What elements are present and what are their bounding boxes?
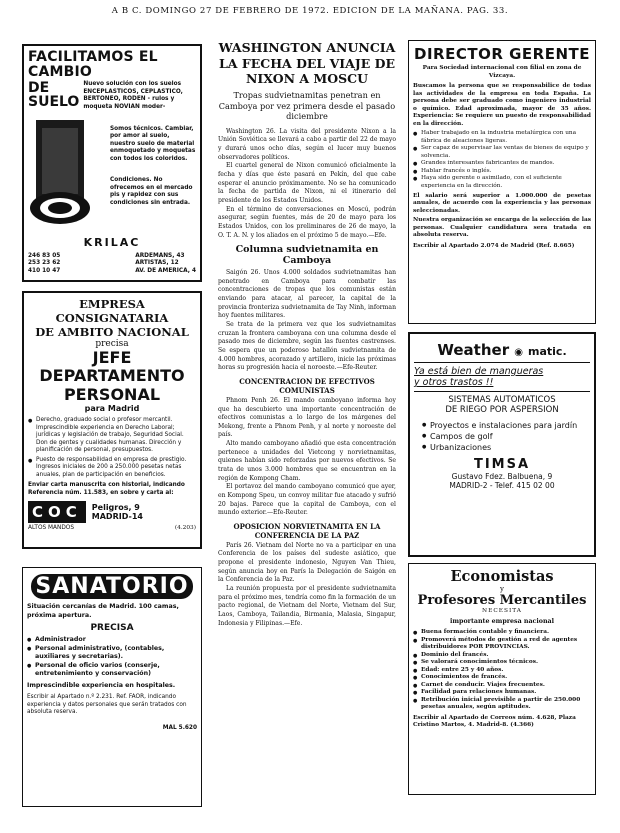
weather-addr2: MADRID-2 - Telef. 415 02 00 (449, 481, 555, 491)
page-header: A B C. DOMINGO 27 DE FEBRERO DE 1972. EDICION DE LA MAÑANA. PAG. 33. (111, 6, 509, 16)
econ-title1: Economistas (450, 568, 554, 585)
washington-p1: Washington 26. La visita del presidente Nixon a la Unión Soviética se llevará a cabo a partir del 22 de mayo y durará unos ocho días, según el lucer muy buenos observadores políticos. (218, 127, 396, 161)
econ-items: ● Buena formación contable y financiera. ● Promoverá métodos de gestión a red de agentes distribuidores POR PROVINCIAS. ● Dominio del francés. ● Se valorará conocimientos técnicos. ● Edad: entre 25 y 40 años. ● Conocimientos de francés. ● Carnet de conducir. Viajes frecuentes. ● Facilidad para relaciones humanas. ● Retribución inicial previsible a partir de 250.000 pesetas anuales, según aptitudes. (413, 629, 591, 712)
camboya-title: Columna sudvietnamita en Camboya (235, 244, 379, 267)
sanatorio-items: ● Administrador ● Personal administrativo, (contables, auxiliares y secretarias). ● Personal de oficio varios (conserje, entretenimiento y conservación) (27, 636, 197, 679)
coc-ad (22, 291, 202, 549)
weather-brand2: matic. (528, 345, 567, 358)
coc-job2: PERSONAL (63, 384, 161, 404)
director-title: DIRECTOR GERENTE (414, 45, 590, 63)
econ-necesita: NECESITA (482, 608, 522, 614)
econ-apply: Escribir al Apartado de Correos núm. 4.628, Plaza Cristino Martos, 4. Madrid-8. (4.366) (413, 714, 576, 729)
econ-empresa: importante empresa nacional (450, 617, 554, 625)
coc-bullets: ● Derecho, graduado social o profesor mercantil. Imprescindible experiencia en Derecho Laboral; jurídicas y legislación de trabajo, Seguridad Social. Don de gentes y cualidades humanas. Dirección y planificación de personal, presupuestos. ● Puesto de responsabilidad en empresa de prestigio. Ingresos iniciales de 200 a 250.000 pesetas netas anuales, plan de participación en beneficios. (28, 417, 196, 479)
econ-title2: Profesores Mercantiles (417, 593, 587, 608)
news-column (218, 18, 396, 628)
director-ad (408, 40, 596, 324)
coc-addr2: MADRID-14 (91, 512, 143, 522)
krilac-ad (22, 44, 202, 282)
sanatorio-req: Imprescindible experiencia en hospitales. (27, 681, 176, 689)
coc-job1: JEFE DEPARTAMENTO (39, 348, 185, 386)
drop-icon: ◉ (514, 347, 523, 358)
krilac-low: Condiciones. No ofrecemos en el mercado pis y rapidez con sus condiciones sin entrada. (110, 177, 193, 206)
coc-mandos: ALTOS MANDOS (28, 525, 75, 532)
concentracion-p1: Phnom Penh 26. El mando camboyano informa hoy que ha descubierto una importante concentración de efectivos comunistas a lo largo de los márgenes del Mekong, frente a Phnom Penh, y al norte y noroeste del país. (218, 396, 396, 439)
krilac-brand: KRILAC (83, 235, 141, 249)
director-p3: Nuestra organización se encarga de la selección de las personas. Cualquier candidatura sera tratada en absoluta reserva. (413, 217, 591, 239)
sanatorio-ad (22, 567, 202, 807)
krilac-title: FACILITAMOS EL CAMBIO (28, 49, 158, 80)
floor-roll-image (28, 118, 106, 228)
sanatorio-precisa: PRECISA (90, 623, 134, 633)
krilac-sub: DE SUELO (28, 80, 80, 111)
sanatorio-title: SANATORIO (31, 574, 193, 599)
weather-sys2: DE RIEGO POR ASPERSION (445, 405, 559, 415)
camboya-p2: Se trata de la primera vez que los sudvietnamitas cruzan la frontera camboyana con una columna desde el pasado mes de diciembre, según las fuentes castrenses. Se espera que un poderoso batallón sudvietnamita de 4.000 hombres, acorazado y artillero, inicie las próximas horas su progresión hacia el noroeste.—Efe-Reuter. (218, 321, 396, 372)
coc-logo: COC (28, 501, 86, 523)
camboya-p1: Saigón 26. Unos 4.000 soldados sudvietnamitas han penetrado en Camboya para combatir las concentraciones de tropas que los comunistas están enviando para atacar, al parecer, la capital de la provincia fronteriza sudvietnamita de Tay Ninh, informan hoy fuentes militares. (218, 269, 396, 320)
krilac-phones: 246 83 05 253 23 62 410 10 47 (28, 252, 61, 274)
krilac-intro: Nuevo solución con los suelos ENCEPLASTICOS, CEPLASTICO, BERTONEO, RODEN - rulos y moqueta NOVIAN moder- (83, 81, 183, 110)
coc-precisa: precisa (95, 339, 129, 349)
weather-sys1: SISTEMAS AUTOMATICOS (448, 395, 556, 405)
oposicion-title: OPOSICION NORVIETNAMITA EN LA CONFERENCIA DE LA PAZ (233, 521, 381, 540)
director-apply: Escribir al Apartado 2.074 de Madrid (Ref. 8.665) (413, 242, 575, 249)
washington-p2: El cuartel general de Nixon comunicó oficialmente la fecha y días que éste pasará en Pekín, del que cabe esperar el anuncio próximamente. No se ha comunicado la fecha de partida de Nixon, ni el itinerario del presidente de los Estados Unidos. (218, 162, 396, 204)
coc-city: para Madrid (84, 404, 140, 414)
director-p2: El salario será superior a 1.000.000 de pesetas anuales, de acuerdo con la experiencia y las personas seleccionadas. (413, 192, 591, 214)
washington-p3: En el término de conversaciones en Moscú, podrán asegurar, según fuentes, más de 20 de mayo para los Estados Unidos, con los preliminares de 26 de mayo, la O. T. A. N. y los aliados en el próximo 5 de mayo.—Efe. (218, 205, 396, 239)
weathermatic-ad (408, 332, 596, 557)
washington-deck: Tropas sudvietnamitas penetran en Camboya por vez primera desde el pasado diciembre (218, 89, 396, 122)
coc-line2: DE AMBITO NACIONAL (35, 325, 189, 339)
weather-slogan1: Ya está bien de mangueras (414, 366, 544, 377)
director-intro: Para Sociedad internacional con filial en zona de Vizcaya. (422, 65, 582, 79)
oposicion-p2: La reunión propuesta por el presidente sudvietnamita para el próximo mes, tendría como fin la formación de un pacto regional, de Vietnam del Norte, Vietnam del Sur, Laos, Camboya, Tailandia, Birmania, Malasia, Singapur, Indonesia y Filipinas.—Efe. (218, 585, 396, 627)
sanatorio-apply: Escribir al Apartado n.º 2.231. Ref. FAOR, indicando experiencia y datos personales que serán tratados con absoluta reserva. (27, 694, 187, 716)
krilac-addresses: ARDEMANS, 43 ARTISTAS, 12 AV. DE AMERICA, 4 (135, 252, 196, 274)
sanatorio-sub: Situación cercanías de Madrid. 100 camas, próxima apertura. (27, 603, 179, 619)
coc-addr1: Peligros, 9 (91, 503, 140, 513)
weather-company: TIMSA (473, 457, 531, 473)
coc-ref: (4.203) (174, 525, 196, 532)
concentracion-p3: El portavoz del mando camboyano comunicó que ayer, en Kompong Speu, un convoy militar fue atacado y sufrió 20 bajas. Parece que la capital de Camboya, con el mundo exterior.—Efe-Reuter. (218, 483, 396, 517)
krilac-mid: Somos técnicos. Cambiar, por amor al suelo, nuestro suelo de material enmoquetado y moquetas con todos los coloridos. (110, 125, 196, 162)
coc-apply: Enviar carta manuscrita con historial, indicando Referencia núm. 11.583, en sobre y carta al: (28, 482, 185, 496)
econ-y: y (500, 585, 504, 593)
concentracion-title: CONCENTRACION DE EFECTIVOS COMUNISTAS (239, 376, 375, 395)
oposicion-p1: París 26. Vietnam del Norte no va a participar en una Conferencia de los países del sudeste asiático, que propone el presidente indonesio, Nguyen Van Thieu, según anuncia hoy en París la Delegación de Saigón en la Conferencia de la Paz. (218, 541, 396, 584)
concentracion-p2: Alto mando camboyano añadió que esta concentración pertenece a unidades del Vietcong y norvietnamitas, quienes habían sido reforzadas por nuevos efectivos. Se trata de unos 3.000 hombres que se encuentran en la región de Kompong Cham. (218, 440, 396, 482)
weather-slogan2: y otros trastos !! (414, 377, 494, 388)
coc-line1: EMPRESA CONSIGNATARIA (55, 297, 169, 325)
economistas-ad (408, 563, 596, 795)
washington-headline: WASHINGTON ANUNCIA LA FECHA DEL VIAJE DE NIXON A MOSCU (218, 40, 396, 87)
weather-addr: Gustavo Fdez. Balbuena, 9 (451, 472, 553, 482)
director-p1: Buscamos la persona que se responsabilice de todas las actividades de la empresa en toda España. La persona debe ser graduado como ingeniero industrial o químico. Edad aproximada, mayor de 35 años. Experiencia: Se requiere un puesto de responsabilidad en la dirección. (413, 83, 591, 127)
weather-items: ● Proyectos e instalaciones para jardín ● Campos de golf ● Urbanizaciones (422, 421, 590, 453)
director-items: ● Haber trabajado en la industria metalúrgica con una fábrica de aleaciones ligeras. ● Ser capaz de supervisar las ventas de bienes de equipo y solvencia. ● Grandes interesantes fabricantes de mandos. ● Hablar francés o inglés. ● Haya sido gerente o asimilado, con el suficiente experiencia en la dirección. (413, 130, 591, 190)
weather-brand: Weather (437, 341, 510, 359)
sanatorio-code: MAL 5.620 (162, 724, 197, 731)
